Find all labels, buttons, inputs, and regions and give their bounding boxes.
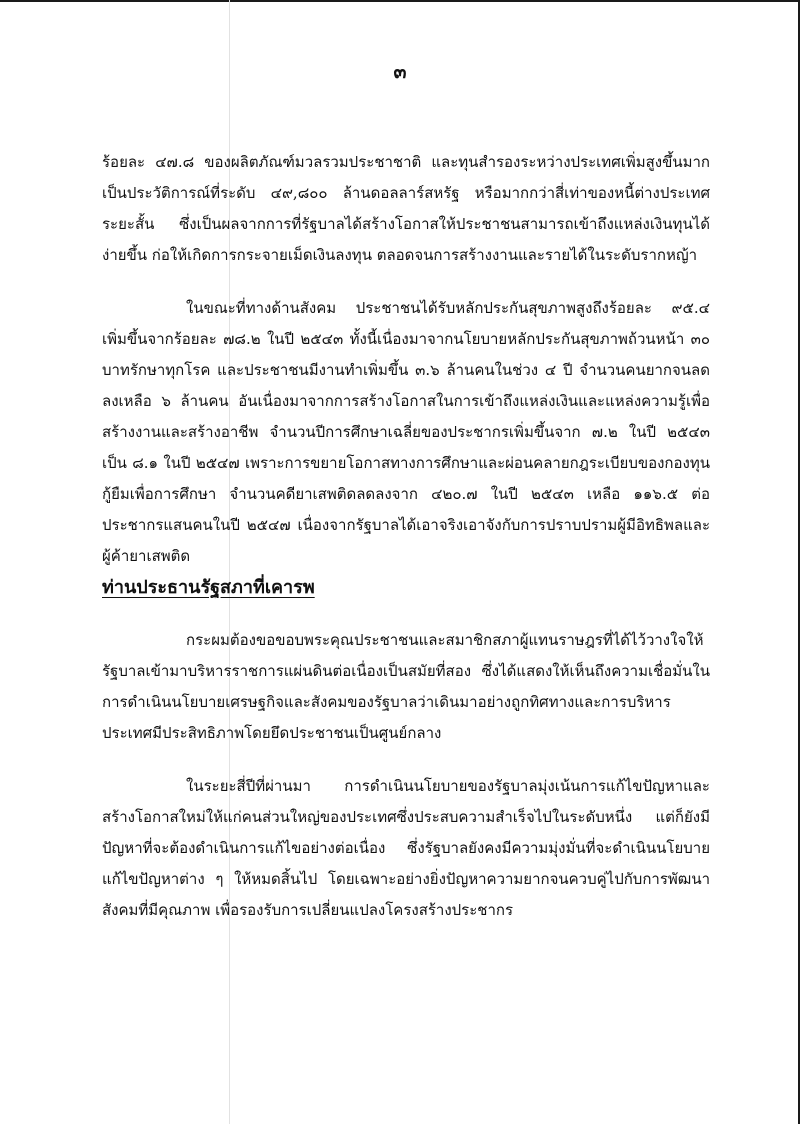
document-body — [102, 147, 710, 926]
paragraph-thanks: กระผมต้องขอขอบพระคุณประชาชนและสมาชิกสภาผู้แทนราษฎรที่ได้ไว้วางใจให้รัฐบาลเข้ามาบริหารราชการแผ่นดินต่อเนื่องเป็นสมัยที่สอง ซึ่งได้แสดงให้เห็นถึงความเชื่อมั่นในการดำเนินนโยบายเศรษฐกิจและสังคมของรัฐบาลว่าเดินมาอย่างถูกทิศทางและการบริหารประเทศมีประสิทธิภาพโดยยึดประชาชนเป็นศูนย์กลาง — [102, 631, 710, 742]
paragraph-economy-continued: ร้อยละ ๔๗.๘ ของผลิตภัณฑ์มวลรวมประชาชาติ และทุนสำรองระหว่างประเทศเพิ่มสูงขึ้นมาก เป็นประวัติการณ์ที่ระดับ ๔๙,๘๐๐ ล้านดอลลาร์สหรัฐ หรือมากกว่าสี่เท่าของหนี้ต่างประเทศระยะสั้น ซึ่งเป็นผลจากการที่รัฐบาลได้สร้างโอกาสให้ประชาชนสามารถเข้าถึงแหล่งเงินทุนได้ง่ายขึ้น ก่อให้เกิดการกระจายเม็ดเงินลงทุน ตลอดจนการสร้างงานและรายได้ในระดับรากหญ้า — [102, 153, 710, 264]
paragraph-social: ในขณะที่ทางด้านสังคม ประชาชนได้รับหลักประกันสุขภาพสูงถึงร้อยละ ๙๕.๔ เพิ่มขึ้นจากร้อยละ ๗๘.๒ ในปี ๒๕๔๓ ทั้งนี้เนื่องมาจากนโยบายหลักประกันสุขภาพถ้วนหน้า ๓๐ บาทรักษาทุกโรค และประชาชนมีงานทำเพิ่มขึ้น ๓.๖ ล้านคนในช่วง ๔ ปี จำนวนคนยากจนลดลงเหลือ ๖ ล้านคน อันเนื่องมาจากการสร้างโอกาสในการเข้าถึงแหล่งเงินและแหล่งความรู้เพื่อสร้างงานและสร้างอาชีพ จำนวนปีการศึกษาเฉลี่ยของประชากรเพิ่มขึ้นจาก ๗.๒ ในปี ๒๕๔๓ เป็น ๘.๑ ในปี ๒๕๔๗ เพราะการขยายโอกาสทางการศึกษาและผ่อนคลายกฎระเบียบของกองทุนกู้ยืมเพื่อการศึกษา จำนวนคดียาเสพติดลดลงจาก ๔๒๐.๗ ในปี ๒๕๔๓ เหลือ ๑๑๖.๕ ต่อประชากรแสนคนในปี ๒๕๔๗ เนื่องจากรัฐบาลได้เอาจริงเอาจังกับการปราบปรามผู้มีอิทธิพลและผู้ค้ายาเสพติด — [102, 299, 710, 565]
page-number: ๓ — [393, 61, 407, 83]
paragraph-four-years: ในระยะสี่ปีที่ผ่านมา การดำเนินนโยบายของรัฐบาลมุ่งเน้นการแก้ไขปัญหาและสร้างโอกาสใหม่ให้แก่คนส่วนใหญ่ของประเทศซึ่งประสบความสำเร็จไปในระดับหนึ่ง แต่ก็ยังมีปัญหาที่จะต้องดำเนินการแก้ไขอย่างต่อเนื่อง ซึ่งรัฐบาลยังคงมีความมุ่งมั่นที่จะดำเนินนโยบายแก้ไขปัญหาต่าง ๆ ให้หมดสิ้นไป โดยเฉพาะอย่างยิ่งปัญหาความยากจนควบคู่ไปกับการพัฒนาสังคมที่มีคุณภาพ เพื่อรองรับการเปลี่ยนแปลงโครงสร้างประชากร — [102, 777, 710, 919]
section-heading: ท่านประธานรัฐสภาที่เคารพ — [102, 577, 315, 598]
scan-edge-top — [0, 0, 800, 2]
